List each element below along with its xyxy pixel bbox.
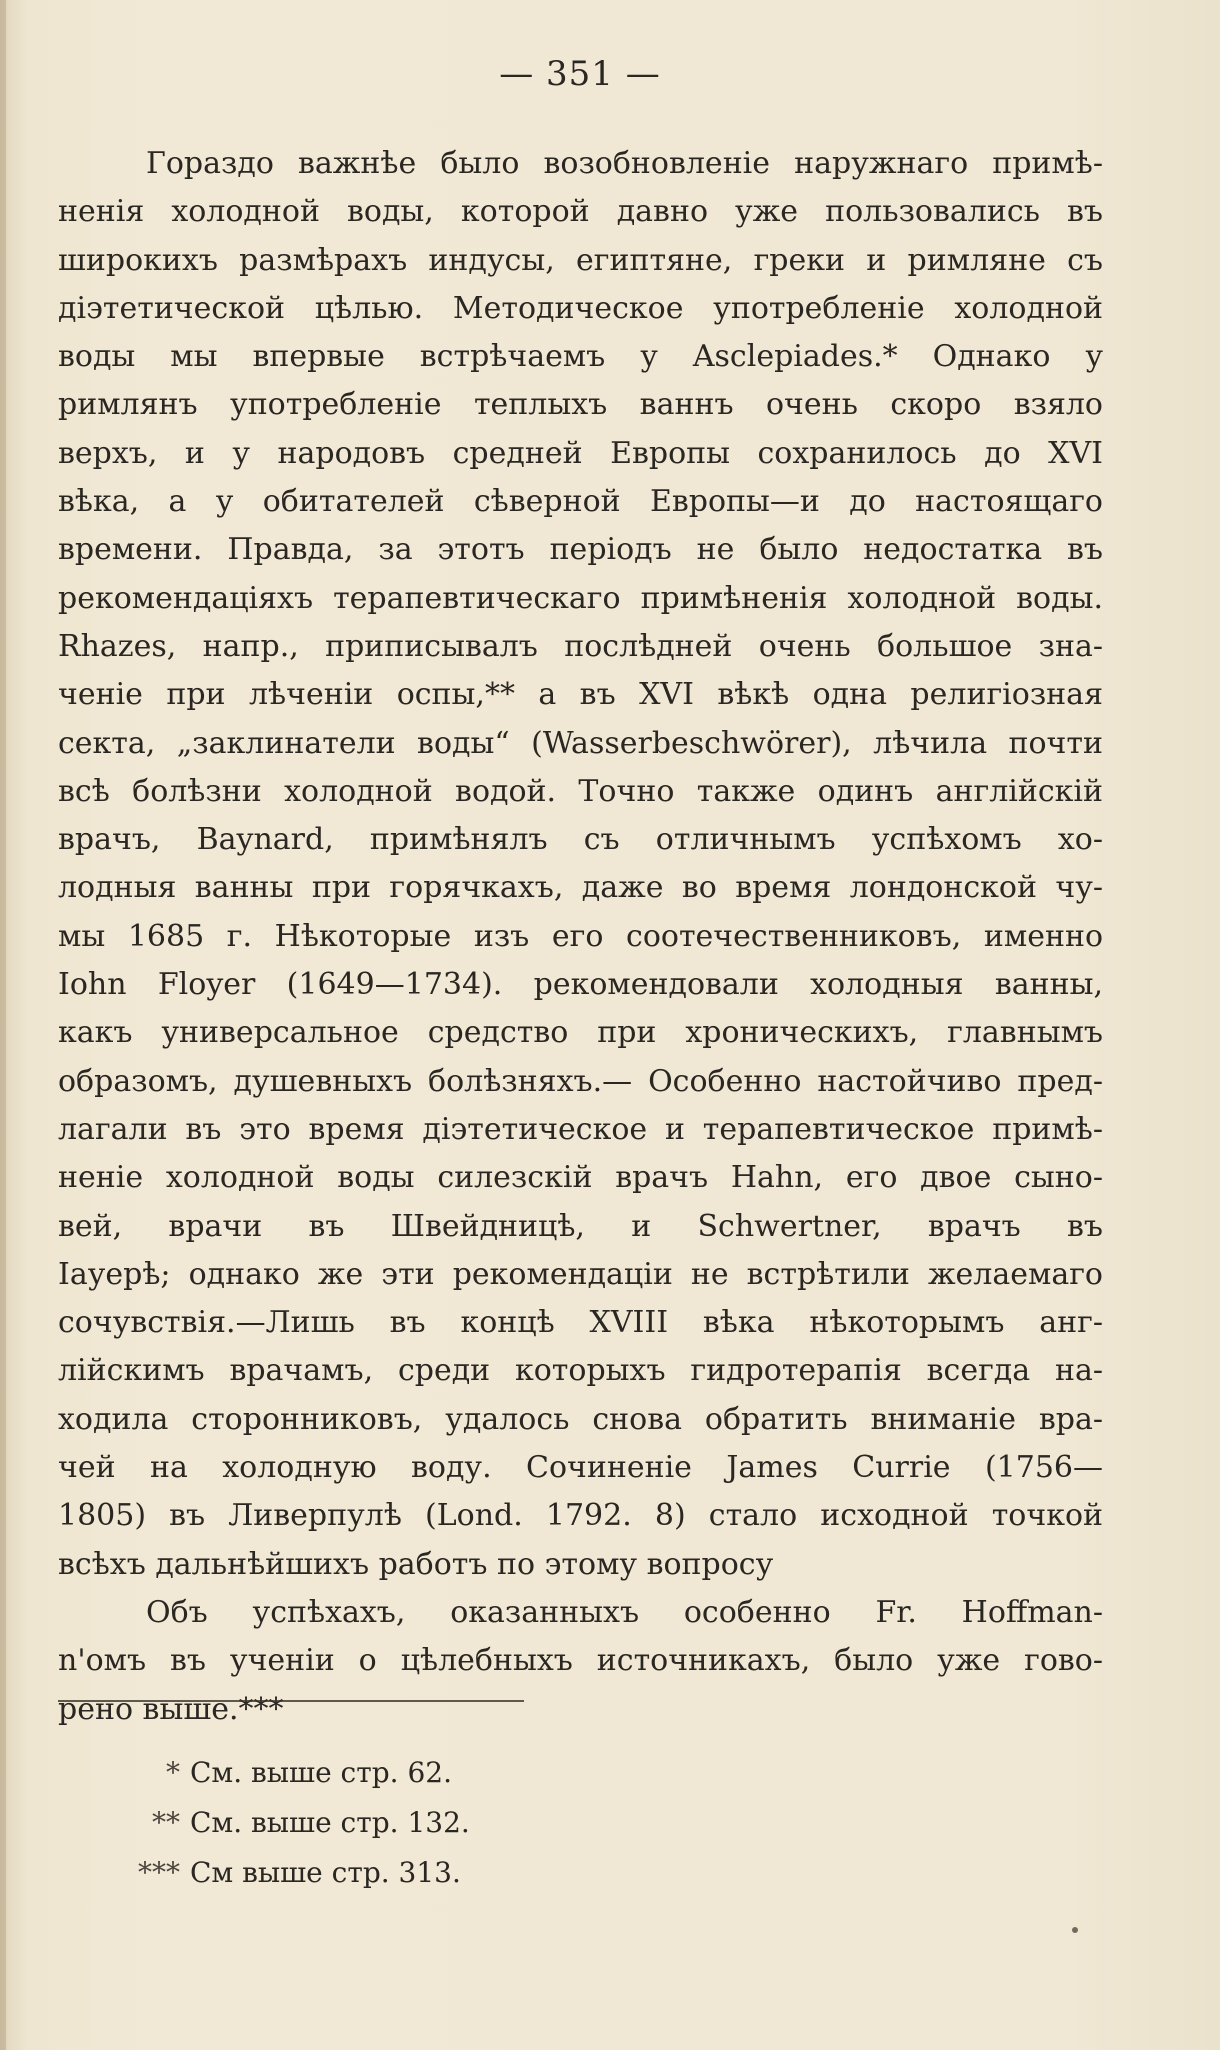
text-line: ходила сторонниковъ, удалось снова обратить вниманіе вра- — [58, 1401, 1103, 1437]
text-line: неніе холодной воды силезскій врачъ Hahn, его двое сыно- — [58, 1160, 1103, 1196]
footnote — [112, 1748, 712, 1798]
text-line: n'омъ въ ученіи о цѣлебныхъ источникахъ, было уже гово- — [58, 1643, 1103, 1679]
footnote-mark: * — [166, 1756, 180, 1789]
text-line: образомъ, душевныхъ болѣзняхъ.— Особенно настойчиво пред- — [58, 1063, 1103, 1099]
text-line: ненія холодной воды, которой давно уже пользовались въ — [58, 194, 1103, 230]
text-line: воды мы впервые встрѣчаемъ у Asclepiades.* Однако у — [58, 339, 1103, 375]
text-line: ченіе при лѣченіи оспы,** а въ XVI вѣкѣ одна религіозная — [58, 677, 1103, 713]
footnote-mark: ** — [152, 1806, 180, 1839]
text-line: всѣхъ дальнѣйшихъ работъ по этому вопросу — [58, 1546, 774, 1582]
text-line: рено выше.*** — [58, 1691, 284, 1727]
text-line: діэтетической цѣлью. Методическое употребленіе холодной — [58, 290, 1103, 326]
text-line: Гораздо важнѣе было возобновленіе наружнаго примѣ- — [146, 146, 1103, 181]
page-binding-edge — [0, 0, 6, 2050]
footnote — [112, 1848, 712, 1898]
text-line: широкихъ размѣрахъ индусы, египтяне, греки и римляне съ — [58, 242, 1103, 278]
text-line: рекомендаціяхъ терапевтическаго примѣненія холодной воды. — [58, 580, 1103, 616]
text-line: Iауерѣ; однако же эти рекомендаціи не встрѣтили желаемаго — [58, 1256, 1103, 1292]
text-line: лагали въ это время діэтетическое и терапевтическое примѣ- — [58, 1111, 1103, 1147]
text-line: римлянъ употребленіе теплыхъ ваннъ очень скоро взяло — [58, 387, 1103, 423]
footnote-text: См. выше стр. 62. — [190, 1756, 452, 1789]
text-line: сочувствія.—Лишь въ концѣ XVIII вѣка нѣкоторымъ анг- — [58, 1305, 1103, 1341]
text-line: лодныя ванны при горячкахъ, даже во время лондонской чу- — [58, 870, 1103, 906]
text-line: Iohn Floyer (1649—1734). рекомендовали холодныя ванны, — [58, 967, 1103, 1003]
text-line: всѣ болѣзни холодной водой. Точно также одинъ англійскій — [58, 773, 1103, 809]
footnote-text: См. выше стр. 132. — [190, 1806, 470, 1839]
text-line: мы 1685 г. Нѣкоторые изъ его соотечественниковъ, именно — [58, 918, 1103, 954]
page-number: — 351 — — [499, 54, 661, 94]
footnote — [112, 1798, 712, 1848]
text-line: вѣка, а у обитателей сѣверной Европы—и до настоящаго — [58, 484, 1103, 520]
text-line: Объ успѣхахъ, оказанныхъ особенно Fr. Hoffman- — [146, 1594, 1103, 1630]
text-line: чей на холодную воду. Сочиненіе James Currie (1756— — [58, 1450, 1103, 1486]
footnote-mark: *** — [138, 1856, 180, 1889]
text-line: 1805) въ Ливерпулѣ (Lond. 1792. 8) стало исходной точкой — [58, 1498, 1103, 1534]
text-line: секта, „заклинатели воды“ (Wasserbeschwörer), лѣчила почти — [58, 725, 1103, 761]
text-line: времени. Правда, за этотъ періодъ не было недостатка въ — [58, 532, 1103, 568]
footnote-text: См выше стр. 313. — [190, 1856, 461, 1889]
text-line: какъ универсальное средство при хроническихъ, главнымъ — [58, 1015, 1103, 1051]
text-line: Rhazes, напр., приписывалъ послѣдней очень большое зна- — [58, 628, 1103, 664]
text-line: врачъ, Baynard, примѣнялъ съ отличнымъ успѣхомъ хо- — [58, 822, 1103, 858]
text-line: верхъ, и у народовъ средней Европы сохранилось до XVI — [58, 435, 1103, 471]
text-line: вей, врачи въ Швейдницѣ, и Schwertner, врачъ въ — [58, 1208, 1103, 1244]
text-line: лійскимъ врачамъ, среди которыхъ гидротерапія всегда на- — [58, 1353, 1103, 1389]
body-text — [58, 140, 1103, 1734]
footnote-divider — [58, 1700, 524, 1702]
footnotes — [112, 1748, 712, 1898]
ink-speck — [1072, 1927, 1078, 1933]
